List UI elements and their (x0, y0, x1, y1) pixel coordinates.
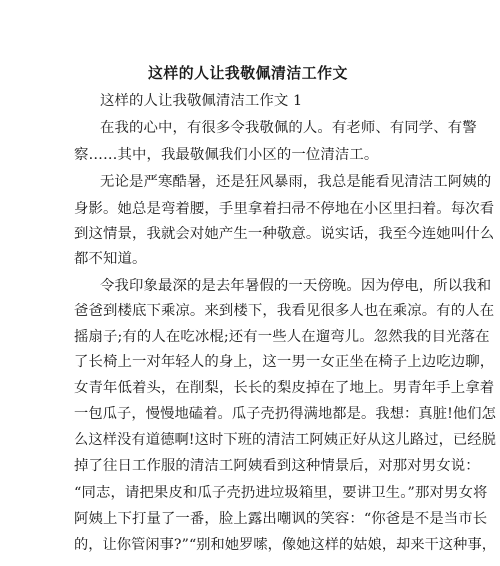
paragraph-line: 令我印象最深的是去年暑假的一天傍晚。因为停电，所以我和 (100, 278, 492, 294)
paragraph-line: 都不知道。 (74, 251, 147, 267)
paragraph-line: 么这样没有道德啊!这时下班的清洁工阿姨正好从这儿路过，已经脱 (74, 432, 496, 448)
paragraph-line: 一包瓜子，慢慢地磕着。瓜子壳扔得满地都是。我想：真脏!他们怎 (74, 406, 496, 422)
paragraph-line: 掉了往日工作服的清洁工阿姨看到这种情景后，对那对男女说： (74, 458, 480, 474)
paragraph-line: 在我的心中，有很多令我敬佩的人。有老师、有同学、有警 (100, 120, 477, 136)
paragraph-line: 了长椅上一对年轻人的身上，这一男一女正坐在椅子上边吃边聊， (74, 354, 495, 370)
paragraph-line: 身影。她总是弯着腰，手里拿着扫帚不停地在小区里扫着。每次看 (74, 201, 495, 217)
paragraph-line: 爸爸到楼底下乘凉。来到楼下，我看见很多人也在乘凉。有的人在 (74, 303, 495, 319)
paragraph-line: 到这情景，我就会对她产生一种敬意。说实话，我至今连她叫什么 (74, 226, 495, 242)
paragraph-line: “同志，请把果皮和瓜子壳扔进垃圾箱里，要讲卫生。”那对男女将 (74, 485, 488, 501)
paragraph-line: 察……其中，我最敬佩我们小区的一位清洁工。 (74, 147, 379, 163)
paragraph-line: 摇扇子;有的人在吃冰棍;还有一些人在遛弯儿。忽然我的目光落在 (74, 329, 490, 345)
document-title: 这样的人让我敬佩清洁工作文 (148, 64, 348, 82)
paragraph-line: 女青年低着头，在削梨，长长的梨皮掉在了地上。男青年手上拿着 (74, 380, 495, 396)
paragraph-line: 无论是严寒酷暑，还是狂风暴雨，我总是能看见清洁工阿姨的 (100, 174, 492, 190)
paragraph-line: 阿姨上下打量了一番，脸上露出嘲讽的笑容：“你爸是不是当市长 (74, 511, 488, 527)
paragraph-line: 的，让你管闲事?”“别和她罗嗦，像她这样的姑娘，却来干这种事， (74, 537, 496, 553)
subtitle-line: 这样的人让我敬佩清洁工作文 1 (100, 93, 303, 109)
